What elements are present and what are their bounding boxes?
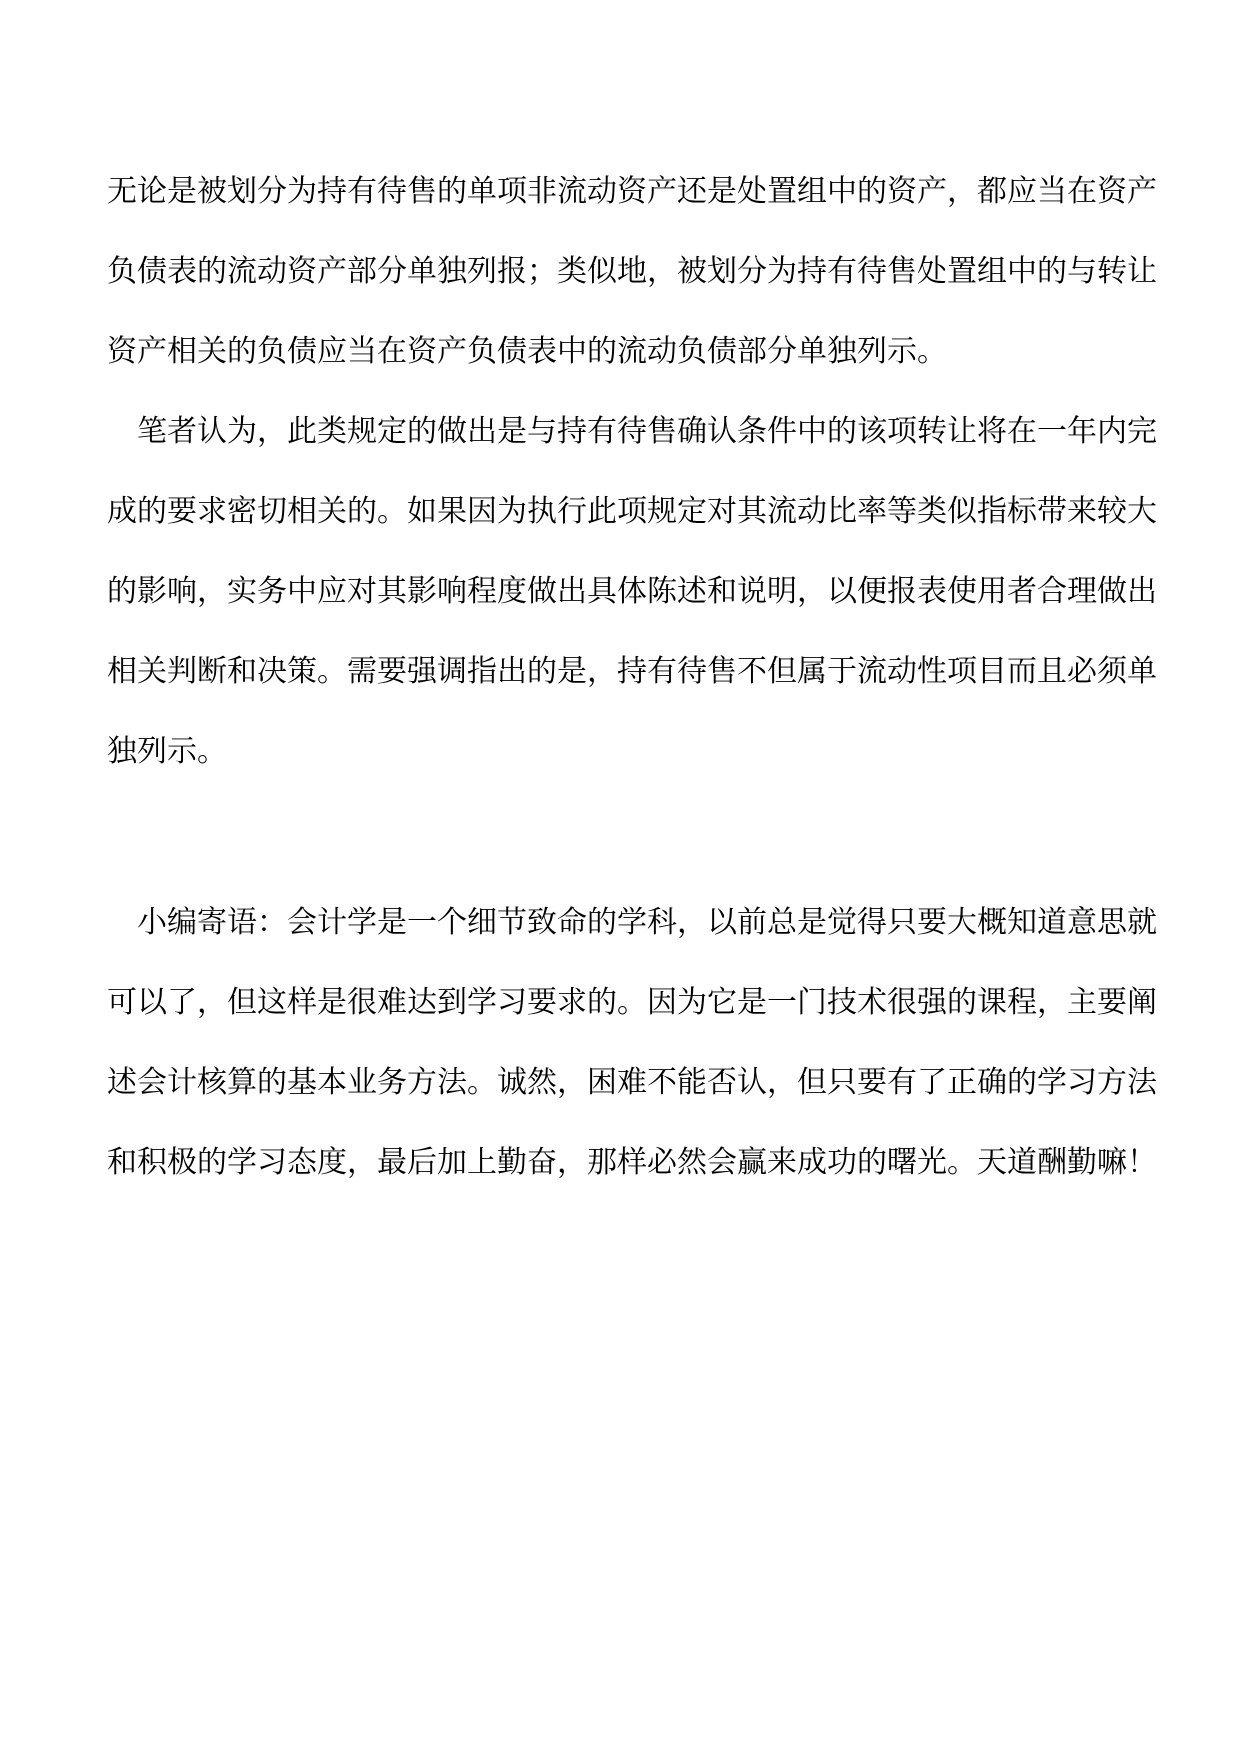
paragraph-line: 述会计核算的基本业务方法。诚然，困难不能否认，但只要有了正确的学习方法 [107,1065,1157,1100]
paragraph-line: 成的要求密切相关的。如果因为执行此项规定对其流动比率等类似指标带来较大 [107,494,1157,529]
paragraph-line: 可以了，但这样是很难达到学习要求的。因为它是一门技术很强的课程，主要阐 [107,985,1157,1020]
paragraph-line: 负债表的流动资产部分单独列报；类似地，被划分为持有待售处置组中的与转让 [107,254,1157,289]
paragraph-author-opinion [107,412,1157,772]
paragraph-line: 独列示。 [107,734,227,769]
paragraph-line: 相关判断和决策。需要强调指出的是，持有待售不但属于流动性项目而且必须单 [107,654,1157,689]
paragraph-line: 无论是被划分为持有待售的单项非流动资产还是处置组中的资产，都应当在资产 [107,174,1157,209]
paragraph-line: 小编寄语：会计学是一个细节致命的学科，以前总是觉得只要大概知道意思就 [137,905,1157,940]
paragraph-line: 和积极的学习态度，最后加上勤奋，那样必然会赢来成功的曙光。天道酬勤嘛！ [107,1145,1157,1180]
paragraph-line: 的影响，实务中应对其影响程度做出具体陈述和说明，以便报表使用者合理做出 [107,574,1157,609]
paragraph-editor-note [107,903,1157,1183]
paragraph-line: 笔者认为，此类规定的做出是与持有待售确认条件中的该项转让将在一年内完 [137,414,1157,449]
paragraph-line: 资产相关的负债应当在资产负债表中的流动负债部分单独列示。 [107,334,947,369]
paragraph-held-for-sale-presentation [107,172,1157,372]
